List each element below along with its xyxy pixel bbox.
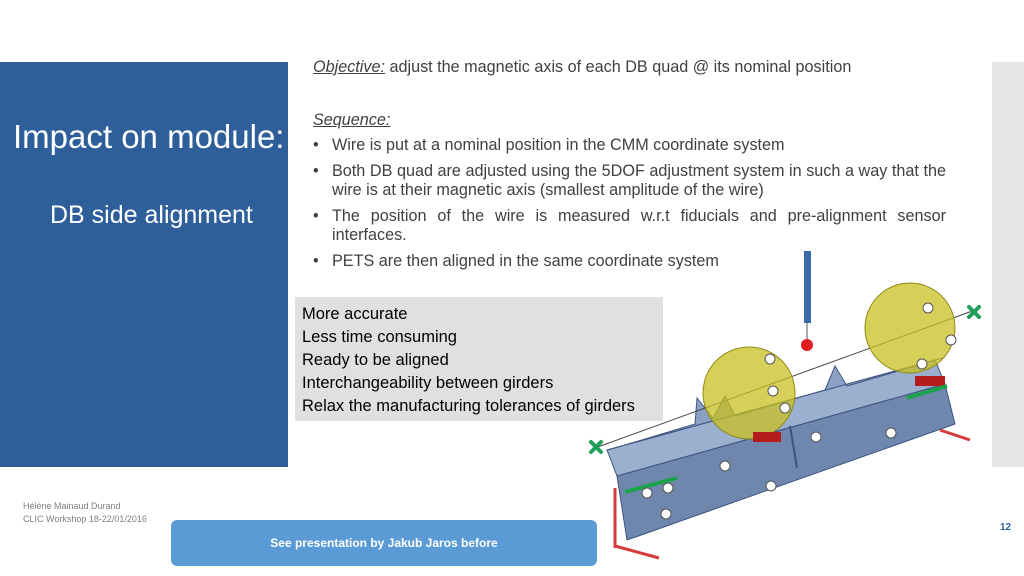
sequence-paragraph: [313, 111, 946, 130]
fiducial: [768, 386, 778, 396]
objective-paragraph: [313, 58, 946, 77]
slide-title: Impact on module:: [13, 118, 285, 155]
wire-sensor-weight: [801, 339, 813, 351]
support-rail: [615, 546, 659, 558]
benefit-item: More accurate: [302, 305, 408, 323]
sequence-item: • PETS are then aligned in the same coordinate system: [313, 252, 946, 271]
fiducial: [780, 403, 790, 413]
event-name: CLIC Workshop 18-22/01/2016: [23, 514, 147, 524]
objective-text: adjust the magnetic axis of each DB quad @ its nominal position: [384, 58, 852, 76]
wire-sensor-rod: [804, 251, 811, 323]
fiducial: [663, 483, 673, 493]
footer: [23, 500, 147, 526]
fiducial: [923, 303, 933, 313]
quad-support: [915, 376, 945, 386]
benefits-box: [295, 297, 663, 421]
sequence-label: Sequence:: [313, 111, 391, 129]
benefit-item: Less time consuming: [302, 328, 457, 346]
fiducial: [811, 432, 821, 442]
fiducial: [886, 428, 896, 438]
db-quad-left: [703, 347, 795, 439]
fiducial: [765, 354, 775, 364]
see-presentation-button[interactable]: See presentation by Jakub Jaros before: [171, 520, 597, 566]
fiducial: [642, 488, 652, 498]
fiducial: [946, 335, 956, 345]
sequence-item: • The position of the wire is measured w.r.t fiducials and pre-alignment sensor interfaces.: [313, 207, 946, 245]
fiducial: [661, 509, 671, 519]
db-quad-right: [865, 283, 955, 373]
quad-support: [753, 432, 781, 442]
benefit-item: Ready to be aligned: [302, 351, 449, 369]
side-strip: [992, 62, 1024, 467]
support-rail: [940, 430, 970, 440]
benefit-item: Relax the manufacturing tolerances of girders: [302, 397, 635, 415]
author-name: Hélène Mainaud Durand: [23, 501, 121, 511]
fiducial: [917, 359, 927, 369]
objective-label: Objective:: [313, 58, 385, 76]
fiducial: [766, 481, 776, 491]
sequence-item: • Both DB quad are adjusted using the 5DOF adjustment system in such a way that the wire is at their magnetic axis (smallest amplitude of the wire): [313, 162, 946, 200]
content-area: [313, 58, 946, 278]
slide-subtitle: DB side alignment: [50, 201, 253, 229]
fiducial: [720, 461, 730, 471]
sequence-item: • Wire is put at a nominal position in the CMM coordinate system: [313, 136, 946, 155]
benefit-item: Interchangeability between girders: [302, 374, 554, 392]
page-number: 12: [1000, 522, 1012, 533]
